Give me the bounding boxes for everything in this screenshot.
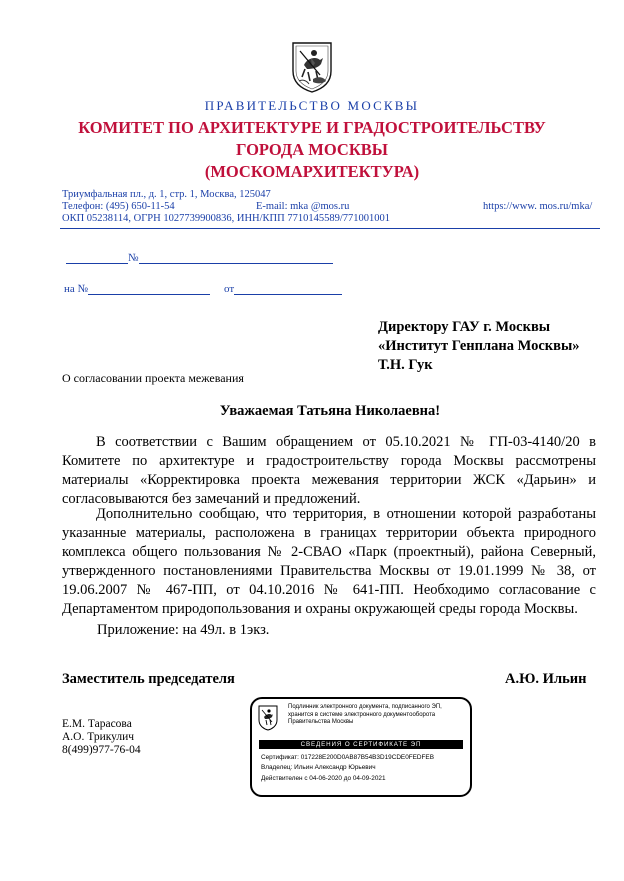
committee-registry-codes: ОКП 05238114, ОГРН 1027739900836, ИНН/КПП 7710145589/771001001	[62, 213, 390, 224]
outgoing-number-line	[66, 252, 333, 264]
body-paragraph-2-text: Дополнительно сообщаю, что территория, в отношении которой разработаны указанные материалы, расположена в границах территории объекта природного комплекса общего пользования № 2-СВАО «Парк (проектный), района Северный, утвержденного постановлениями Правительства Москвы от 19.01.1999 № 38, от 19.06.2007 № 467-ПП, от 04.10.2016 № 641-ПП. Необходимо согласование с Департаментом природопользования и охраны окружающей среды города Москвы.	[62, 506, 596, 617]
committee-email: E-mail: mka @mos.ru	[256, 201, 350, 212]
stamp-header-line-2: хранится в системе электронного документооборота	[288, 711, 436, 718]
reply-reference-line	[64, 283, 342, 295]
stamp-certificate-number: Сертификат: 017228E200D0AB87B54B3D19CDE0FEDFEB	[261, 754, 434, 761]
addressee-organization: «Институт Генплана Москвы»	[378, 338, 580, 354]
government-name: ПРАВИТЕЛЬСТВО МОСКВЫ	[204, 98, 420, 113]
executor-1: Е.М. Тарасова	[62, 718, 132, 730]
reply-to-label: на №	[64, 283, 89, 295]
stamp-owner: Владелец: Ильин Александр Юрьевич	[261, 764, 376, 772]
committee-title-line-1: КОМИТЕТ ПО АРХИТЕКТУРЕ И ГРАДОСТРОИТЕЛЬСТВУ	[78, 118, 546, 137]
committee-phone: Телефон: (495) 650-11-54	[62, 201, 175, 212]
executor-2: А.О. Трикулич	[62, 731, 135, 743]
header-divider	[60, 228, 600, 229]
reply-number-blank	[88, 283, 210, 295]
addressee-name: Т.Н. Гук	[378, 357, 433, 373]
body-paragraph-2	[62, 505, 596, 619]
signer-title: Заместитель председателя	[62, 671, 235, 687]
body-paragraph-1	[62, 433, 596, 509]
stamp-coat-of-arms-icon	[258, 705, 278, 731]
body-paragraph-1-text: В соответствии с Вашим обращением от 05.10.2021 № ГП-03-4140/20 в Комитете по архитектуре и градостроительству города Москвы рассмотрены материалы «Корректировка проекта межевания территории ЖСК «Дарьин» и согласовываются без замечаний и предложений.	[62, 434, 596, 507]
stamp-certificate-info	[261, 753, 465, 784]
from-label: от	[224, 283, 235, 295]
stamp-header-line-1: Подлинник электронного документа, подписанного ЭП,	[288, 704, 442, 710]
letter-subject: О согласовании проекта межевания	[62, 371, 244, 385]
outgoing-date-blank	[66, 252, 128, 264]
committee-website: https://www. mos.ru/mka/	[483, 201, 593, 212]
committee-title-line-3: (МОСКОМАРХИТЕКТУРА)	[204, 162, 420, 181]
committee-title-line-2: ГОРОДА МОСКВЫ	[235, 140, 388, 159]
addressee-position: Директору ГАУ г. Москвы	[378, 319, 551, 335]
signer-name: А.Ю. Ильин	[505, 671, 587, 687]
outgoing-number-blank	[139, 252, 333, 264]
stamp-header-line-3: Правительства Москвы	[288, 719, 354, 725]
stamp-header	[288, 704, 466, 727]
attachment-note: Приложение: на 49л. в 1экз.	[97, 622, 270, 638]
committee-address: Триумфальная пл., д. 1, стр. 1, Москва, 125047	[62, 189, 271, 200]
salutation: Уважаемая Татьяна Николаевна!	[219, 403, 441, 419]
stamp-validity: Действителен с 04-06-2020 до 04-09-2021	[261, 774, 386, 782]
moscow-coat-of-arms-icon	[290, 41, 334, 93]
executor-phone: 8(499)977-76-04	[62, 744, 141, 756]
stamp-certificate-title: СВЕДЕНИЯ О СЕРТИФИКАТЕ ЭП	[259, 740, 463, 749]
addressee-block	[378, 318, 580, 375]
executors-block	[62, 718, 141, 757]
number-sign: №	[128, 252, 139, 264]
electronic-signature-stamp	[250, 697, 472, 797]
reply-date-blank	[234, 283, 342, 295]
